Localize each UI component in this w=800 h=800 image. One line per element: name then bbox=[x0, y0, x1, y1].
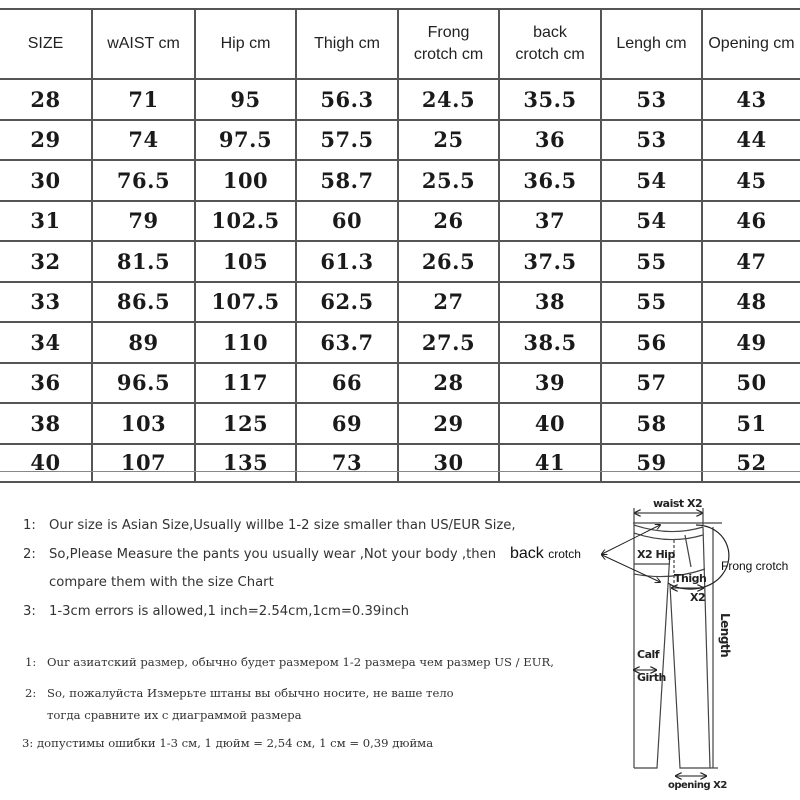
measurement-cell: 62.5 bbox=[296, 282, 398, 323]
note-ru-3 bbox=[22, 736, 433, 750]
measurement-cell: 95 bbox=[195, 79, 296, 120]
table-bottom-rule bbox=[0, 471, 800, 472]
measurement-cell: 63.7 bbox=[296, 322, 398, 363]
measurement-cell: 74 bbox=[92, 120, 195, 161]
measurement-cell: 107.5 bbox=[195, 282, 296, 323]
column-header bbox=[499, 9, 601, 79]
size-cell: 29 bbox=[0, 120, 92, 161]
measurement-cell: 36.5 bbox=[499, 160, 601, 201]
measurement-cell: 86.5 bbox=[92, 282, 195, 323]
column-header-text: Lengh cm bbox=[616, 35, 687, 52]
measurement-cell: 35.5 bbox=[499, 79, 601, 120]
size-cell: 32 bbox=[0, 241, 92, 282]
measurement-cell: 105 bbox=[195, 241, 296, 282]
note-en-2 bbox=[23, 547, 496, 562]
column-header-text: Frong bbox=[427, 24, 470, 41]
measurement-cell: 40 bbox=[499, 403, 601, 444]
measurement-cell: 58 bbox=[601, 403, 702, 444]
measurement-cell: 50 bbox=[702, 363, 800, 404]
column-header-text: SIZE bbox=[27, 35, 64, 52]
column-header-text: back bbox=[533, 24, 567, 41]
table-row bbox=[0, 120, 800, 161]
measurement-cell: 26.5 bbox=[398, 241, 499, 282]
table-row bbox=[0, 444, 800, 482]
size-cell: 40 bbox=[0, 444, 92, 482]
table-row bbox=[0, 322, 800, 363]
note-text: 3: допустимы ошибки 1-3 см, 1 дюйм = 2,54 см, 1 см = 0,39 дюйма bbox=[22, 736, 434, 750]
measurement-cell: 76.5 bbox=[92, 160, 195, 201]
measurement-cell: 28 bbox=[398, 363, 499, 404]
measurement-cell: 58.7 bbox=[296, 160, 398, 201]
measurement-cell: 55 bbox=[601, 282, 702, 323]
column-header bbox=[92, 9, 195, 79]
measurement-cell: 69 bbox=[296, 403, 398, 444]
table-body bbox=[0, 79, 800, 482]
girth-label: Girth bbox=[637, 671, 666, 684]
measurement-cell: 60 bbox=[296, 201, 398, 242]
column-header bbox=[398, 9, 499, 79]
measurement-cell: 96.5 bbox=[92, 363, 195, 404]
measurement-cell: 107 bbox=[92, 444, 195, 482]
table-row bbox=[0, 160, 800, 201]
measurement-cell: 26 bbox=[398, 201, 499, 242]
measurement-cell: 71 bbox=[92, 79, 195, 120]
column-header bbox=[296, 9, 398, 79]
measurement-cell: 43 bbox=[702, 79, 800, 120]
measurement-cell: 37 bbox=[499, 201, 601, 242]
note-ru-2-cont bbox=[25, 708, 302, 722]
measurement-cell: 36 bbox=[499, 120, 601, 161]
measurement-cell: 49 bbox=[702, 322, 800, 363]
column-header bbox=[0, 9, 92, 79]
measurement-cell: 56.3 bbox=[296, 79, 398, 120]
measurement-cell: 52 bbox=[702, 444, 800, 482]
size-cell: 34 bbox=[0, 322, 92, 363]
note-text: So, пожалуйста Измерьте штаны вы обычно носите, не ваше тело bbox=[47, 686, 454, 700]
back-crotch-label-1: back bbox=[510, 545, 544, 562]
column-header bbox=[702, 9, 800, 79]
measurement-cell: 25 bbox=[398, 120, 499, 161]
measurement-cell: 30 bbox=[398, 444, 499, 482]
measurement-cell: 48 bbox=[702, 282, 800, 323]
measurement-cell: 44 bbox=[702, 120, 800, 161]
measurement-cell: 27.5 bbox=[398, 322, 499, 363]
size-cell: 38 bbox=[0, 403, 92, 444]
right-leg-outer bbox=[703, 527, 710, 768]
column-header-text: Thigh cm bbox=[314, 35, 380, 52]
length-label: Length bbox=[718, 613, 732, 658]
pants-measurement-diagram bbox=[510, 495, 800, 800]
measurement-cell: 61.3 bbox=[296, 241, 398, 282]
thigh-label: Thigh bbox=[674, 572, 707, 585]
size-chart-table bbox=[0, 8, 800, 483]
column-header-text: wAIST cm bbox=[107, 35, 180, 52]
measurement-cell: 66 bbox=[296, 363, 398, 404]
note-number: 1: bbox=[23, 518, 36, 533]
measurement-cell: 27 bbox=[398, 282, 499, 323]
measurement-cell: 47 bbox=[702, 241, 800, 282]
measurement-cell: 51 bbox=[702, 403, 800, 444]
measurement-cell: 81.5 bbox=[92, 241, 195, 282]
column-header bbox=[195, 9, 296, 79]
opening-label: opening X2 bbox=[668, 780, 727, 791]
note-text: тогда сравните их с диаграммой размера bbox=[47, 708, 302, 722]
note-text: 1-3cm errors is allowed,1 inch=2.54cm,1cm=0.39inch bbox=[49, 604, 409, 619]
front-crotch-label: Frong crotch bbox=[721, 559, 789, 573]
column-header-text: crotch cm bbox=[515, 46, 585, 63]
column-header-text: Opening cm bbox=[708, 35, 795, 52]
measurement-cell: 56 bbox=[601, 322, 702, 363]
measurement-cell: 79 bbox=[92, 201, 195, 242]
note-ru-2 bbox=[25, 686, 454, 700]
measurement-cell: 38 bbox=[499, 282, 601, 323]
note-text: compare them with the size Chart bbox=[49, 575, 274, 590]
measurement-cell: 53 bbox=[601, 120, 702, 161]
measurement-cell: 39 bbox=[499, 363, 601, 404]
hip-label: X2 Hip bbox=[637, 548, 675, 561]
table-row bbox=[0, 403, 800, 444]
measurement-cell: 73 bbox=[296, 444, 398, 482]
column-header-text: Hip cm bbox=[220, 35, 271, 52]
size-cell: 36 bbox=[0, 363, 92, 404]
measurement-cell: 57.5 bbox=[296, 120, 398, 161]
size-cell: 30 bbox=[0, 160, 92, 201]
note-text: So,Please Measure the pants you usually wear ,Not your body ,then bbox=[49, 547, 497, 562]
note-number: 3: bbox=[23, 604, 36, 619]
measurement-cell: 41 bbox=[499, 444, 601, 482]
note-en-1 bbox=[23, 518, 516, 533]
note-text: Our азиатский размер, обычно будет размером 1-2 размера чем размер US / EUR, bbox=[47, 655, 554, 669]
table-header-row bbox=[0, 9, 800, 79]
measurement-cell: 117 bbox=[195, 363, 296, 404]
measurement-cell: 110 bbox=[195, 322, 296, 363]
calf-label: Calf bbox=[637, 648, 660, 661]
table-row bbox=[0, 241, 800, 282]
measurement-cell: 55 bbox=[601, 241, 702, 282]
note-text: Our size is Asian Size,Usually willbe 1-2 size smaller than US/EUR Size, bbox=[49, 518, 516, 533]
table-row bbox=[0, 282, 800, 323]
back-crotch-label-2: crotch bbox=[548, 547, 581, 561]
table-row bbox=[0, 79, 800, 120]
measurement-cell: 97.5 bbox=[195, 120, 296, 161]
measurement-cell: 135 bbox=[195, 444, 296, 482]
size-cell: 31 bbox=[0, 201, 92, 242]
note-number: 1: bbox=[25, 655, 37, 669]
measurement-cell: 125 bbox=[195, 403, 296, 444]
measurement-cell: 37.5 bbox=[499, 241, 601, 282]
measurement-cell: 54 bbox=[601, 201, 702, 242]
measurement-cell: 38.5 bbox=[499, 322, 601, 363]
note-number: 2: bbox=[25, 686, 37, 700]
note-ru-1 bbox=[25, 655, 554, 669]
measurement-cell: 100 bbox=[195, 160, 296, 201]
column-header bbox=[601, 9, 702, 79]
note-en-3 bbox=[23, 604, 409, 619]
measurement-cell: 25.5 bbox=[398, 160, 499, 201]
back-crotch-label bbox=[510, 545, 581, 563]
measurement-cell: 53 bbox=[601, 79, 702, 120]
waist-label: waist X2 bbox=[653, 497, 703, 510]
column-header-text: crotch cm bbox=[413, 46, 484, 63]
measurement-cell: 24.5 bbox=[398, 79, 499, 120]
measurement-cell: 46 bbox=[702, 201, 800, 242]
table-row bbox=[0, 201, 800, 242]
table-row bbox=[0, 363, 800, 404]
measurement-cell: 103 bbox=[92, 403, 195, 444]
measurement-cell: 45 bbox=[702, 160, 800, 201]
measurement-cell: 59 bbox=[601, 444, 702, 482]
measurement-cell: 102.5 bbox=[195, 201, 296, 242]
measurement-cell: 54 bbox=[601, 160, 702, 201]
size-cell: 28 bbox=[0, 79, 92, 120]
note-number: 2: bbox=[23, 547, 36, 562]
measurement-cell: 89 bbox=[92, 322, 195, 363]
measurement-cell: 57 bbox=[601, 363, 702, 404]
note-en-2-cont bbox=[23, 575, 274, 590]
measurement-cell: 29 bbox=[398, 403, 499, 444]
thigh-x2-label: X2 bbox=[690, 591, 706, 604]
size-cell: 33 bbox=[0, 282, 92, 323]
